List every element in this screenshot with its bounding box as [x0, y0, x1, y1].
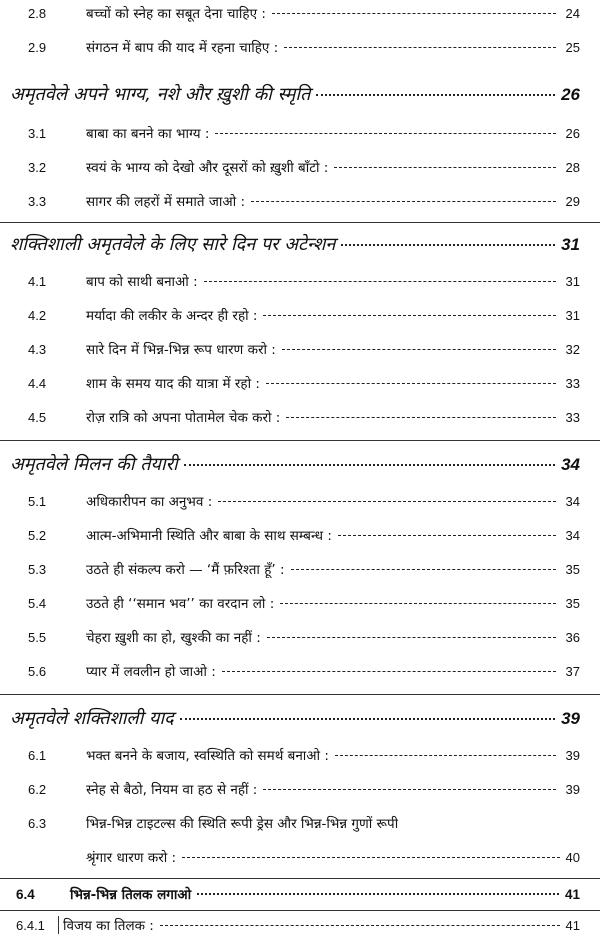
entry-number: 4.3: [28, 342, 47, 357]
entry-title: उठते ही संकल्प करो — ‘मैं फ़रिश्ता हूँ’ :: [86, 562, 285, 578]
leader-dashes: [272, 13, 556, 14]
toc-bold-entry[interactable]: [16, 885, 580, 907]
entry-page: 31: [565, 274, 580, 289]
entry-title: शाम के समय याद की यात्रा में रहो :: [86, 376, 260, 392]
entry-number: 5.6: [28, 664, 47, 679]
entry-page: 32: [565, 342, 580, 357]
toc-entry[interactable]: [28, 306, 580, 328]
entry-page: 34: [565, 528, 580, 543]
entry-title: श्रृंगार धारण करो :: [86, 850, 177, 866]
entry-page: 31: [565, 308, 580, 323]
entry-page: 25: [565, 40, 580, 55]
toc-entry-continuation[interactable]: [86, 848, 580, 870]
section-divider: [0, 440, 600, 441]
leader-dashes: [335, 755, 556, 756]
leader-dashes: [266, 383, 556, 384]
entry-title: सारे दिन में भिन्न-भिन्न रूप धारण करो :: [86, 342, 276, 358]
entry-title: स्वयं के भाग्य को देखो और दूसरों को ख़ुशी बाँटो :: [86, 160, 329, 176]
toc-entry[interactable]: [28, 628, 580, 650]
toc-entry[interactable]: [28, 4, 580, 26]
entry-page: 40: [565, 850, 580, 865]
toc-entry[interactable]: [28, 408, 580, 430]
entry-page: 41: [564, 887, 580, 902]
entry-title: मर्यादा की लकीर के अन्दर ही रहो :: [86, 308, 258, 324]
entry-title: उठते ही ‘‘समान भव’’ का वरदान लो :: [86, 596, 275, 612]
section-divider: [0, 694, 600, 695]
entry-number: 4.5: [28, 410, 47, 425]
section-heading[interactable]: [10, 706, 580, 736]
entry-page: 39: [565, 748, 580, 763]
leader-dots: [180, 718, 555, 720]
entry-title: सागर की लहरों में समाते जाओ :: [86, 194, 246, 210]
section-title: अमृतवेले शक्तिशाली याद: [10, 708, 174, 729]
section-title: अमृतवेले अपने भाग्य, नशे और ख़ुशी की स्मृति: [10, 84, 311, 105]
entry-number: 4.2: [28, 308, 47, 323]
section-page: 26: [561, 85, 580, 104]
leader-dashes: [280, 603, 556, 604]
entry-page: 33: [565, 410, 580, 425]
leader-dashes: [284, 47, 556, 48]
leader-dashes: [222, 671, 556, 672]
entry-title: बाबा का बनने का भाग्य :: [86, 126, 210, 142]
section-heading[interactable]: [10, 232, 580, 262]
entry-page: 28: [565, 160, 580, 175]
entry-title: भिन्न-भिन्न तिलक लगाओ: [70, 887, 192, 903]
entry-number: 5.3: [28, 562, 47, 577]
section-divider: [0, 878, 600, 879]
toc-entry[interactable]: [28, 192, 580, 214]
leader-dashes: [286, 417, 556, 418]
entry-number: 6.4: [16, 887, 35, 902]
entry-number: 4.1: [28, 274, 47, 289]
section-page: 31: [561, 235, 580, 254]
entry-page: 34: [565, 494, 580, 509]
entry-title: बच्चों को स्नेह का सबूत देना चाहिए :: [86, 6, 266, 22]
entry-title: विजय का तिलक :: [58, 916, 154, 934]
section-page: 39: [561, 709, 580, 728]
leader-dashes: [263, 789, 556, 790]
toc-entry[interactable]: [28, 526, 580, 548]
leader-dashes: [204, 281, 556, 282]
entry-page: 33: [565, 376, 580, 391]
toc-entry[interactable]: [28, 780, 580, 802]
entry-number: 3.3: [28, 194, 47, 209]
leader-dots: [341, 244, 555, 246]
toc-entry[interactable]: [28, 38, 580, 60]
section-heading[interactable]: [10, 82, 580, 112]
section-heading[interactable]: [10, 452, 580, 482]
entry-page: 29: [565, 194, 580, 209]
leader-dashes: [251, 201, 556, 202]
leader-dashes: [334, 167, 556, 168]
leader-dots: [184, 464, 555, 466]
leader-dashes: [182, 857, 559, 858]
toc-entry[interactable]: [28, 374, 580, 396]
toc-entry[interactable]: [28, 560, 580, 582]
leader-dashes: [215, 133, 556, 134]
entry-number: 3.1: [28, 126, 47, 141]
section-page: 34: [561, 455, 580, 474]
entry-number: 6.1: [28, 748, 47, 763]
entry-page: 39: [565, 782, 580, 797]
entry-title: भिन्न-भिन्न टाइटल्स की स्थिति रूपी ड्रेस और भिन्न-भिन्न गुणों रूपी: [86, 816, 399, 832]
toc-entry[interactable]: [28, 158, 580, 180]
toc-entry[interactable]: [28, 272, 580, 294]
entry-number: 5.2: [28, 528, 47, 543]
entry-title: बाप को साथी बनाओ :: [86, 274, 198, 290]
leader-dashes: [263, 315, 556, 316]
entry-number: 6.4.1: [16, 918, 45, 933]
toc-entry[interactable]: [28, 814, 580, 836]
entry-title: आत्म-अभिमानी स्थिति और बाबा के साथ सम्बन्ध :: [86, 528, 332, 544]
leader-dots: [197, 893, 559, 895]
leader-dashes: [338, 535, 556, 536]
entry-number: 3.2: [28, 160, 47, 175]
leader-dashes: [160, 925, 560, 926]
entry-number: 5.5: [28, 630, 47, 645]
toc-entry[interactable]: [28, 746, 580, 768]
leader-dots: [316, 94, 555, 96]
entry-number: 4.4: [28, 376, 47, 391]
entry-number: 5.1: [28, 494, 47, 509]
entry-page: 37: [565, 664, 580, 679]
entry-page: 35: [565, 596, 580, 611]
entry-title: भक्त बनने के बजाय, स्वस्थिति को समर्थ बनाओ :: [86, 748, 329, 764]
entry-title: चेहरा ख़ुशी का हो, खुश्की का नहीं :: [86, 630, 261, 646]
entry-page: 26: [565, 126, 580, 141]
entry-page: 41: [565, 918, 580, 933]
section-divider: [0, 222, 600, 223]
section-title: शक्तिशाली अमृतवेले के लिए सारे दिन पर अटेन्शन: [10, 234, 336, 255]
section-title: अमृतवेले मिलन की तैयारी: [10, 454, 178, 475]
toc-entry[interactable]: [28, 124, 580, 146]
section-divider: [0, 910, 600, 911]
toc-entry[interactable]: [28, 492, 580, 514]
leader-dashes: [218, 501, 556, 502]
entry-title: स्नेह से बैठो, नियम वा हठ से नहीं :: [86, 782, 258, 798]
leader-dashes: [282, 349, 556, 350]
leader-dashes: [291, 569, 557, 570]
entry-number: 2.9: [28, 40, 47, 55]
entry-number: 6.3: [28, 816, 47, 831]
entry-page: 36: [565, 630, 580, 645]
leader-dashes: [267, 637, 556, 638]
toc-entry[interactable]: [28, 340, 580, 362]
toc-entry[interactable]: [28, 594, 580, 616]
entry-number: 2.8: [28, 6, 47, 21]
entry-title: प्यार में लवलीन हो जाओ :: [86, 664, 216, 680]
toc-sub-entry[interactable]: [16, 916, 580, 938]
entry-title: रोज़ रात्रि को अपना पोतामेल चेक करो :: [86, 410, 281, 426]
entry-number: 6.2: [28, 782, 47, 797]
entry-page: 35: [565, 562, 580, 577]
entry-number: 5.4: [28, 596, 47, 611]
toc-entry[interactable]: [28, 662, 580, 684]
entry-title: अधिकारीपन का अनुभव :: [86, 494, 213, 510]
entry-page: 24: [565, 6, 580, 21]
entry-title: संगठन में बाप की याद में रहना चाहिए :: [86, 40, 279, 56]
